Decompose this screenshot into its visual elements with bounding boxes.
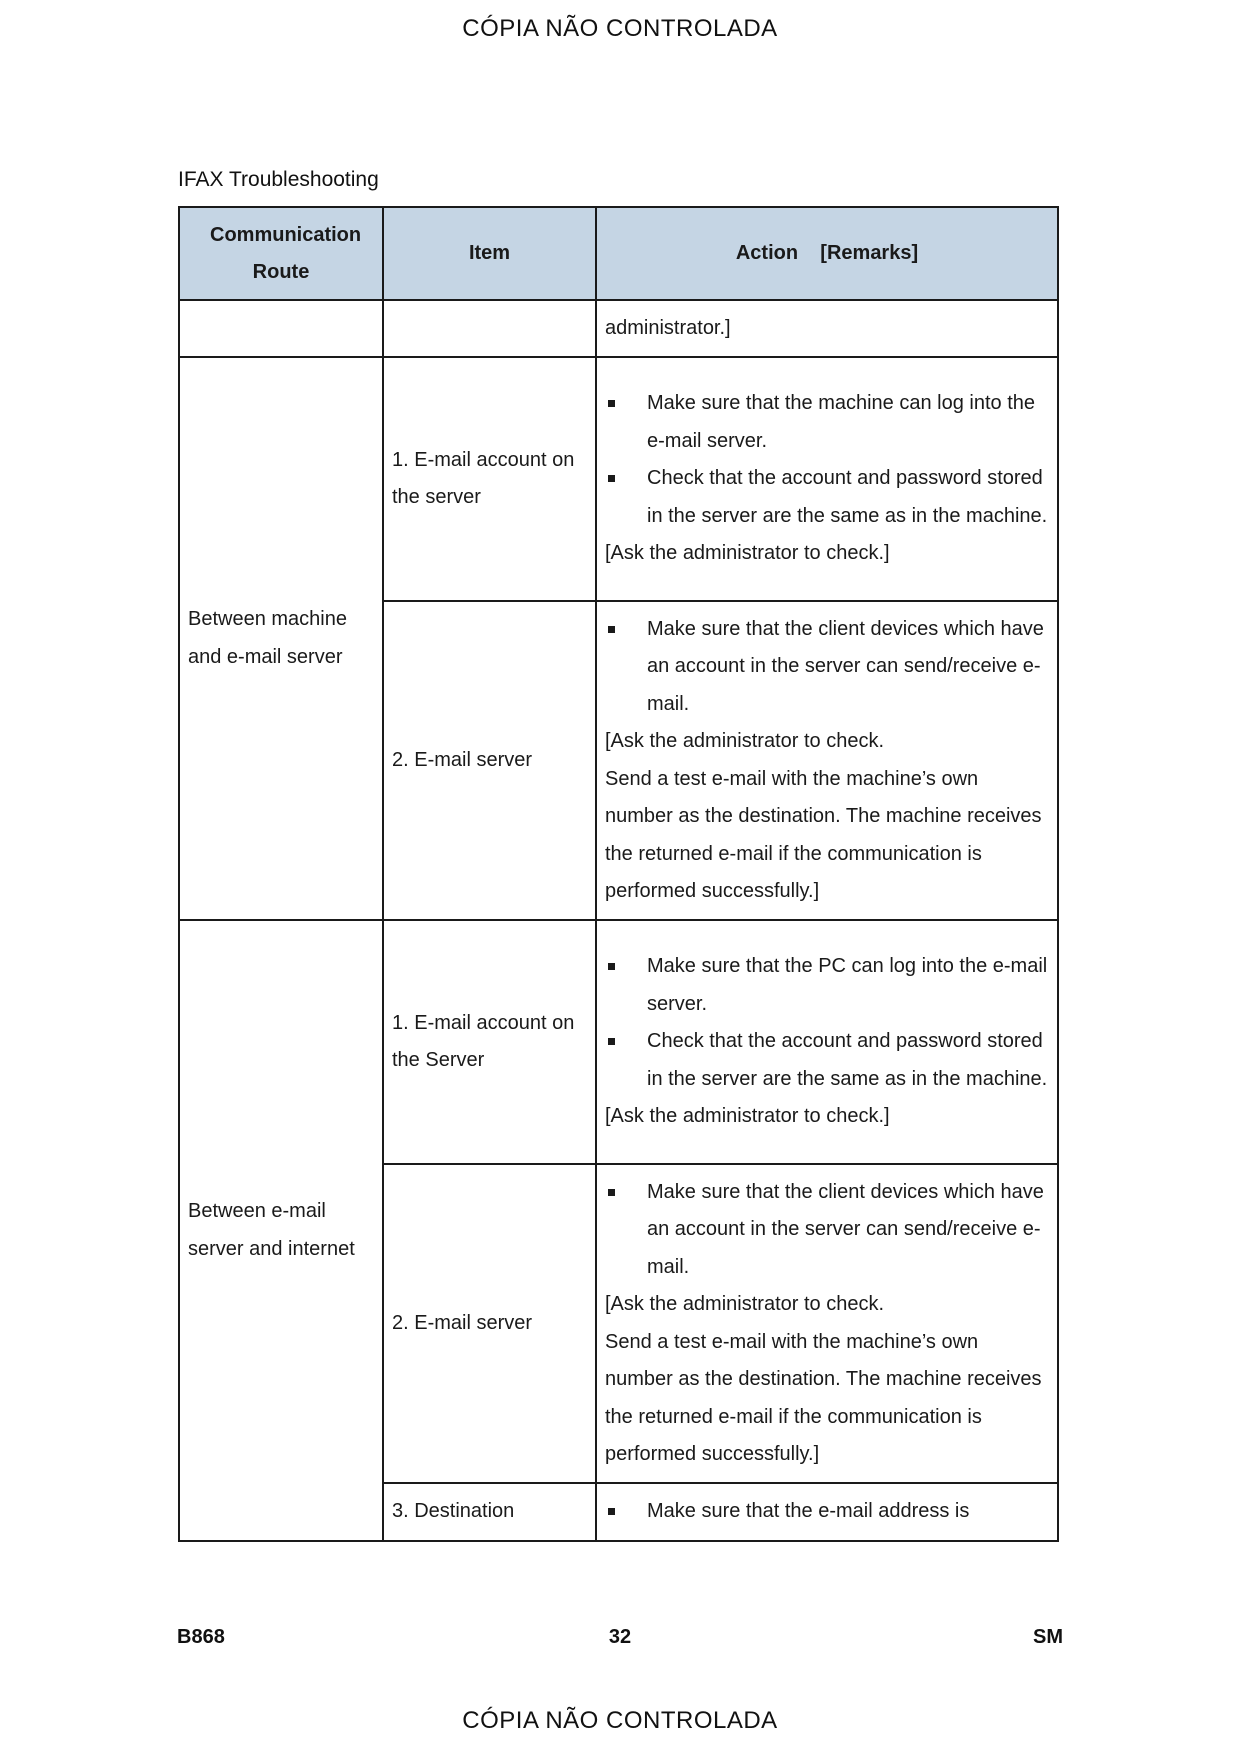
bullet-list	[605, 385, 1049, 535]
action-cell	[596, 601, 1058, 920]
action-cell	[596, 1164, 1058, 1483]
footer-manual-code: SM	[1033, 1626, 1063, 1648]
item-cell: 1. E-mail account on the Server	[383, 920, 596, 1164]
bullet-list	[605, 1174, 1049, 1287]
header-item: Item	[383, 207, 596, 300]
footer-model: B868	[177, 1626, 225, 1648]
remark-text: [Ask the administrator to check.	[605, 1293, 885, 1315]
item-cell-empty	[383, 300, 596, 357]
table-row	[179, 300, 1058, 357]
action-cell	[596, 357, 1058, 601]
item-cell: 3. Destination	[383, 1483, 596, 1541]
bullet-list	[605, 948, 1049, 1098]
remark-text: [Ask the administrator to check.	[605, 730, 885, 752]
action-cell	[596, 1483, 1058, 1541]
footer-page-number: 32	[608, 1626, 632, 1648]
remark-text: [Ask the administrator to check.]	[605, 1105, 890, 1128]
table-header-row	[179, 207, 1058, 300]
remark-text: [Ask the administrator to check.]	[605, 542, 890, 565]
page-title: IFAX Troubleshooting	[178, 168, 379, 191]
troubleshooting-table	[178, 206, 1059, 1542]
bullet-list	[605, 1493, 1049, 1531]
route-cell: Between machine and e-mail server	[179, 357, 383, 920]
table-row	[179, 357, 1058, 601]
bullet-item: Make sure that the machine can log into the e-mail server.	[605, 385, 1049, 460]
bullet-item: Check that the account and password stored in the server are the same as in the machine.	[605, 460, 1049, 535]
item-cell: 1. E-mail account on the server	[383, 357, 596, 601]
bullet-list	[605, 611, 1049, 724]
action-cell	[596, 920, 1058, 1164]
item-cell: 2. E-mail server	[383, 1164, 596, 1483]
watermark-top: CÓPIA NÃO CONTROLADA	[462, 15, 778, 42]
header-route: Communication Route	[179, 207, 383, 300]
route-cell-empty	[179, 300, 383, 357]
bullet-item: Check that the account and password stored in the server are the same as in the machine.	[605, 1023, 1049, 1098]
item-cell: 2. E-mail server	[383, 601, 596, 920]
route-cell: Between e-mail server and internet	[179, 920, 383, 1541]
bullet-item: Make sure that the client devices which have an account in the server can send/receive e-mail.	[605, 1174, 1049, 1287]
table-row	[179, 920, 1058, 1164]
action-cell: administrator.]	[596, 300, 1058, 357]
watermark-bottom: CÓPIA NÃO CONTROLADA	[462, 1707, 778, 1734]
bullet-item: Make sure that the client devices which have an account in the server can send/receive e-mail.	[605, 611, 1049, 724]
remark-text: Send a test e-mail with the machine’s own number as the destination. The machine receives the returned e-mail if the communication is performed successfully.]	[605, 1330, 1042, 1465]
bullet-item: Make sure that the PC can log into the e-mail server.	[605, 948, 1049, 1023]
header-action: Action [Remarks]	[596, 207, 1058, 300]
bullet-item: Make sure that the e-mail address is	[605, 1493, 1049, 1531]
remark-text: Send a test e-mail with the machine’s own number as the destination. The machine receives the returned e-mail if the communication is performed successfully.]	[605, 767, 1042, 902]
